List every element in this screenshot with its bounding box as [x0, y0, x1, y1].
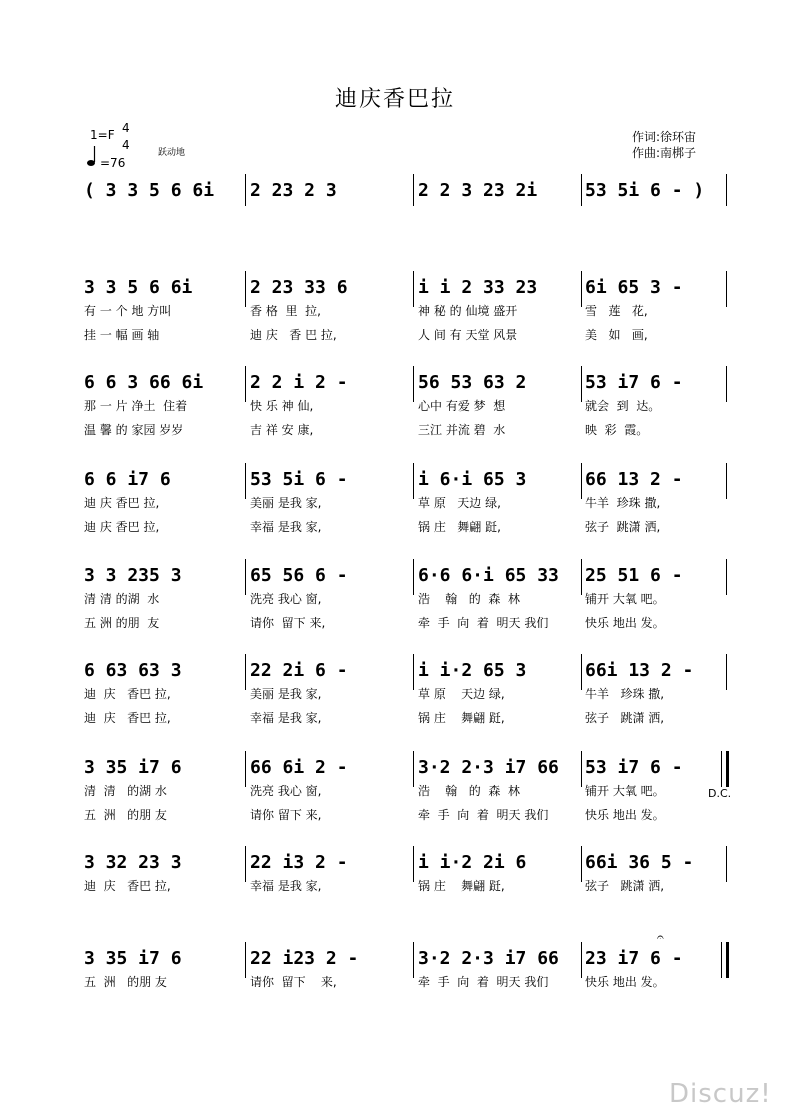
lyric-text: 草 原 天边 绿,: [418, 687, 505, 701]
barline: [245, 271, 246, 307]
barline: [581, 366, 582, 402]
measure-notes: 53 5i 6 -: [250, 469, 348, 490]
lyric-text: 吉 祥 安 康,: [250, 423, 314, 437]
lyric-text: 幸福 是我 家,: [250, 879, 322, 893]
lyric-text: 五 洲 的朋 友: [84, 616, 160, 630]
measure-notes: 66 6i 2 -: [250, 757, 348, 778]
tempo-marking: =76: [100, 156, 126, 170]
lyric-text: 映 彩 霞。: [585, 423, 649, 437]
measure-notes: 22 i23 2 -: [250, 948, 359, 969]
measure-notes: 23 i7 6 -: [585, 948, 683, 969]
lyric-text: 美丽 是我 家,: [250, 496, 322, 510]
measure-notes: i 6·i 65 3: [418, 469, 527, 490]
lyric-text: 五 洲 的朋 友: [84, 975, 167, 989]
measure-notes: 3 3 5 6 6i: [84, 277, 193, 298]
barline: [581, 463, 582, 499]
measure-notes: 2 23 33 6: [250, 277, 348, 298]
lyric-text: 挂 一 幅 画 轴: [84, 328, 160, 342]
barline: [581, 751, 582, 787]
lyric-text: 浩 翰 的 森 林: [418, 784, 520, 798]
lyric-text: 雪 莲 花,: [585, 304, 648, 318]
measure-notes: 22 2i 6 -: [250, 660, 348, 681]
final-barline-thin: [721, 942, 722, 978]
barline: [413, 846, 414, 882]
lyric-text: 五 洲 的朋 友: [84, 808, 167, 822]
measure-notes: 22 i3 2 -: [250, 852, 348, 873]
lyric-text: 弦子 跳潇 洒,: [585, 711, 665, 725]
lyric-text: 迪 庆 香巴 拉,: [84, 879, 171, 893]
lyric-text: 有 一 个 地 方叫: [84, 304, 172, 318]
lyric-text: 人 间 有 天堂 风景: [418, 328, 518, 342]
lyric-text: 温 馨 的 家园 岁岁: [84, 423, 184, 437]
da-capo-marking: D.C.: [708, 787, 732, 800]
barline: [581, 271, 582, 307]
lyricist-credit: 作词:徐环宙: [632, 130, 697, 144]
time-signature: [122, 120, 130, 154]
lyric-text: 请你 留下 来,: [250, 616, 326, 630]
measure-notes: 66 13 2 -: [585, 469, 683, 490]
barline: [726, 271, 727, 307]
fermata-icon: 𝄐: [657, 930, 664, 944]
measure-notes: ( 3 3 5 6 6i: [84, 180, 215, 201]
composer-credit: 作曲:南梆子: [632, 146, 697, 160]
barline: [413, 463, 414, 499]
barline: [581, 559, 582, 595]
barline: [726, 174, 727, 206]
lyric-text: 快乐 地出 发。: [585, 616, 665, 630]
final-barline: [726, 942, 729, 978]
measure-notes: 6 6 3 66 6i: [84, 372, 204, 393]
lyric-text: 清 清 的湖 水: [84, 784, 167, 798]
lyric-text: 牵 手 向 着 明天 我们: [418, 975, 549, 989]
lyric-text: 铺开 大氧 吧。: [585, 592, 665, 606]
barline: [581, 654, 582, 690]
lyric-text: 牵 手 向 着 明天 我们: [418, 808, 549, 822]
measure-notes: 3 35 i7 6: [84, 948, 182, 969]
barline: [581, 846, 582, 882]
lyric-text: 迪 庆 香 巴 拉,: [250, 328, 337, 342]
lyric-text: 洗亮 我心 窗,: [250, 784, 322, 798]
lyric-text: 香 格 里 拉,: [250, 304, 321, 318]
barline: [245, 463, 246, 499]
expression-marking: 跃动地: [158, 148, 186, 158]
time-signature-bottom: 4: [122, 138, 130, 152]
lyric-text: 弦子 跳潇 洒,: [585, 879, 665, 893]
measure-notes: 65 56 6 -: [250, 565, 348, 586]
lyric-text: 幸福 是我 家,: [250, 520, 322, 534]
measure-notes: 66i 13 2 -: [585, 660, 694, 681]
measure-notes: 56 53 63 2: [418, 372, 527, 393]
measure-notes: 2 23 2 3: [250, 180, 337, 201]
final-barline-thin: [721, 751, 722, 787]
barline: [413, 174, 414, 206]
lyric-text: 牛羊 珍珠 撒,: [585, 496, 661, 510]
lyric-text: 牛羊 珍珠 撒,: [585, 687, 665, 701]
measure-notes: 3 35 i7 6: [84, 757, 182, 778]
barline: [726, 366, 727, 402]
lyric-text: 清 清 的湖 水: [84, 592, 160, 606]
song-title: 迪庆香巴拉: [334, 87, 455, 112]
measure-notes: 2 2 i 2 -: [250, 372, 348, 393]
key-signature: 1=F: [90, 128, 115, 142]
lyric-text: 迪 庆 香巴 拉,: [84, 711, 171, 725]
barline: [245, 366, 246, 402]
forum-watermark: Discuz!: [669, 1079, 772, 1109]
measure-notes: 3 3 235 3: [84, 565, 182, 586]
barline: [726, 559, 727, 595]
measure-notes: 6i 65 3 -: [585, 277, 683, 298]
lyric-text: 美 如 画,: [585, 328, 648, 342]
lyric-text: 迪 庆 香巴 拉,: [84, 687, 171, 701]
barline: [413, 559, 414, 595]
measure-notes: 53 i7 6 -: [585, 757, 683, 778]
lyric-text: 牵 手 向 着 明天 我们: [418, 616, 549, 630]
lyric-text: 神 秘 的 仙境 盛开: [418, 304, 518, 318]
lyric-text: 三江 并流 碧 水: [418, 423, 506, 437]
barline: [413, 942, 414, 978]
barline: [245, 174, 246, 206]
measure-notes: 2 2 3 23 2i: [418, 180, 538, 201]
barline: [726, 846, 727, 882]
measure-notes: 3·2 2·3 i7 66: [418, 948, 559, 969]
lyric-text: 锅 庄 舞翩 跹,: [418, 711, 505, 725]
barline: [726, 463, 727, 499]
measure-notes: 53 5i 6 - ): [585, 180, 705, 201]
lyric-text: 锅 庄 舞翩 跹,: [418, 520, 501, 534]
measure-notes: i i·2 2i 6: [418, 852, 527, 873]
barline: [581, 942, 582, 978]
barline: [245, 751, 246, 787]
lyric-text: 那 一 片 净土 住着: [84, 399, 188, 413]
lyric-text: 美丽 是我 家,: [250, 687, 322, 701]
quarter-note-icon: [87, 146, 96, 167]
measure-notes: i i 2 33 23: [418, 277, 538, 298]
lyric-text: 弦子 跳潇 洒,: [585, 520, 661, 534]
lyric-text: 心中 有爱 梦 想: [418, 399, 506, 413]
lyric-text: 就会 到 达。: [585, 399, 661, 413]
measure-notes: 3·2 2·3 i7 66: [418, 757, 559, 778]
lyric-text: 浩 翰 的 森 林: [418, 592, 520, 606]
measure-notes: 6 6 i7 6: [84, 469, 171, 490]
measure-notes: 53 i7 6 -: [585, 372, 683, 393]
measure-notes: 6 63 63 3: [84, 660, 182, 681]
lyric-text: 锅 庄 舞翩 跹,: [418, 879, 505, 893]
lyric-text: 快乐 地出 发。: [585, 808, 665, 822]
lyric-text: 迪 庆 香巴 拉,: [84, 520, 160, 534]
barline: [581, 174, 582, 206]
time-signature-top: 4: [122, 121, 130, 135]
lyric-text: 快乐 地出 发。: [585, 975, 665, 989]
barline: [413, 366, 414, 402]
lyric-text: 请你 留下 来,: [250, 808, 322, 822]
measure-notes: 25 51 6 -: [585, 565, 683, 586]
lyric-text: 迪 庆 香巴 拉,: [84, 496, 160, 510]
barline: [413, 654, 414, 690]
measure-notes: 66i 36 5 -: [585, 852, 694, 873]
final-barline: [726, 751, 729, 787]
measure-notes: 3 32 23 3: [84, 852, 182, 873]
lyric-text: 铺开 大氧 吧。: [585, 784, 665, 798]
lyric-text: 请你 留下 来,: [250, 975, 337, 989]
barline: [726, 654, 727, 690]
barline: [245, 654, 246, 690]
barline: [413, 271, 414, 307]
lyric-text: 幸福 是我 家,: [250, 711, 322, 725]
barline: [245, 942, 246, 978]
barline: [245, 559, 246, 595]
lyric-text: 草 原 天边 绿,: [418, 496, 501, 510]
lyric-text: 快 乐 神 仙,: [250, 399, 314, 413]
measure-notes: i i·2 65 3: [418, 660, 527, 681]
lyric-text: 洗亮 我心 窗,: [250, 592, 322, 606]
barline: [245, 846, 246, 882]
barline: [413, 751, 414, 787]
measure-notes: 6·6 6·i 65 33: [418, 565, 559, 586]
